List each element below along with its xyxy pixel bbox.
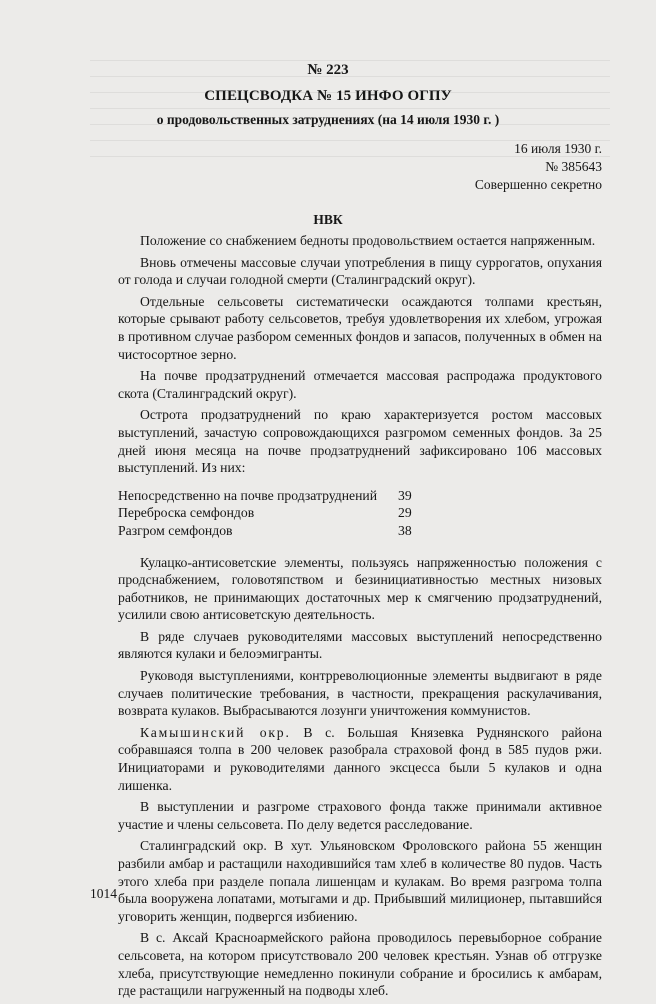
paragraph [118,724,602,794]
paragraph: Острота продзатруднений по краю характеризуется ростом массовых выступлений, зачастую сопровождающихся разгромом семенных фондов. За 25 дней июня месяца на почве продзатруднений зафиксировано 106 массовых выступлений. Из них: [118,407,602,476]
district-name: Камышинский окр. [140,724,291,740]
table-row [118,504,438,522]
paragraph: Вновь отмечены массовые случаи употребления в пищу суррогатов, опухания от голода и случаи голодной смерти (Сталинградский округ). [118,254,602,288]
paragraph: На почве продзатруднений отмечается массовая распродажа продуктового скота (Сталинградский округ). [118,368,602,401]
stat-value: 39 [398,487,412,503]
stat-value: 29 [398,505,412,521]
table-row [118,522,438,540]
statistics-table [118,487,438,540]
paragraph: Кулацко-антисоветские элементы, пользуясь напряженностью положения с продснабжением, головотяпством и безинициативностью местных низовых работников, не принимающих достаточных мер к смягчению продзатруднений, усилили свою антисоветскую деятельность. [118,554,602,623]
table-row [118,487,438,505]
paragraph: Руководя выступлениями, контрреволюционные элементы выдвигают в ряде случаев политические требования, в частности, прекращения раскулачивания, возврата кулаков. Выбрасываются лозунги уничтожения коммунистов. [118,668,602,719]
document-number: № 223 [307,62,349,78]
document-body [118,232,602,1004]
stat-value: 38 [398,522,412,538]
document-reference-number: № 385643 [545,159,602,174]
paragraph: Положение со снабжением бедноты продовольствием остается напряженным. [140,233,596,248]
paragraph: Отдельные сельсоветы систематически осаждаются толпами крестьян, которые срывают работу сельсоветов, требуя удовлетворения их хлебом, угрожая в противном случае разбором семенных фондов и запасов, полученных в обмен на чистосортное зерно. [118,293,602,362]
page-number: 1014 [90,886,117,901]
stat-label: Непосредственно на почве продзатруднений [118,487,378,503]
document-subtitle: о продовольственных затруднениях (на 14 июля 1930 г. ) [156,112,500,127]
stat-label: Переброска семфондов [118,505,255,521]
paragraph: В выступлении и разгроме страхового фонда также принимали активное участие и члены сельсовета. По делу ведется расследование. [118,799,602,832]
document-title: СПЕЦСВОДКА № 15 ИНФО ОГПУ [204,88,452,104]
paragraph: Сталинградский окр. В хут. Ульяновском Фроловского района 55 женщин разбили амбар и растащили находившийся там хлеб в количестве 80 пудов. Часть этого хлеба при разделе попала лишенцам и кулакам. Во время разгрома толпа была вооружена лопатами, мотыгами и др. Прибывший милиционер, пытавшийся уговорить женщин, подвергся избиению. [118,838,602,924]
stat-label: Разгром семфондов [118,522,233,538]
classification-label: Совершенно секретно [474,177,602,192]
section-title: НВК [313,212,343,227]
paragraph: В с. Аксай Красноармейского района проводилось перевыборное собрание сельсовета, на котором присутствовало 200 человек крестьян. Узнав об отгрузке хлеба, присутствующие немедленно покинули собрание и бросились к амбарам, где растащили нагруженный на подводы хлеб. [118,930,602,999]
paragraph: В ряде случаев руководителями массовых выступлений непосредственно являются кулаки и белоэмигранты. [118,628,602,662]
paragraph-text: В с. Большая Князевка Руднянского района собравшаяся толпа в 200 человек разобрала страховой фонд в 585 пудов ржи. Инициаторами и руководителями данного эксцесса были 5 кулаков и одна лишенка. [118,724,602,793]
document-date: 16 июля 1930 г. [514,141,602,156]
